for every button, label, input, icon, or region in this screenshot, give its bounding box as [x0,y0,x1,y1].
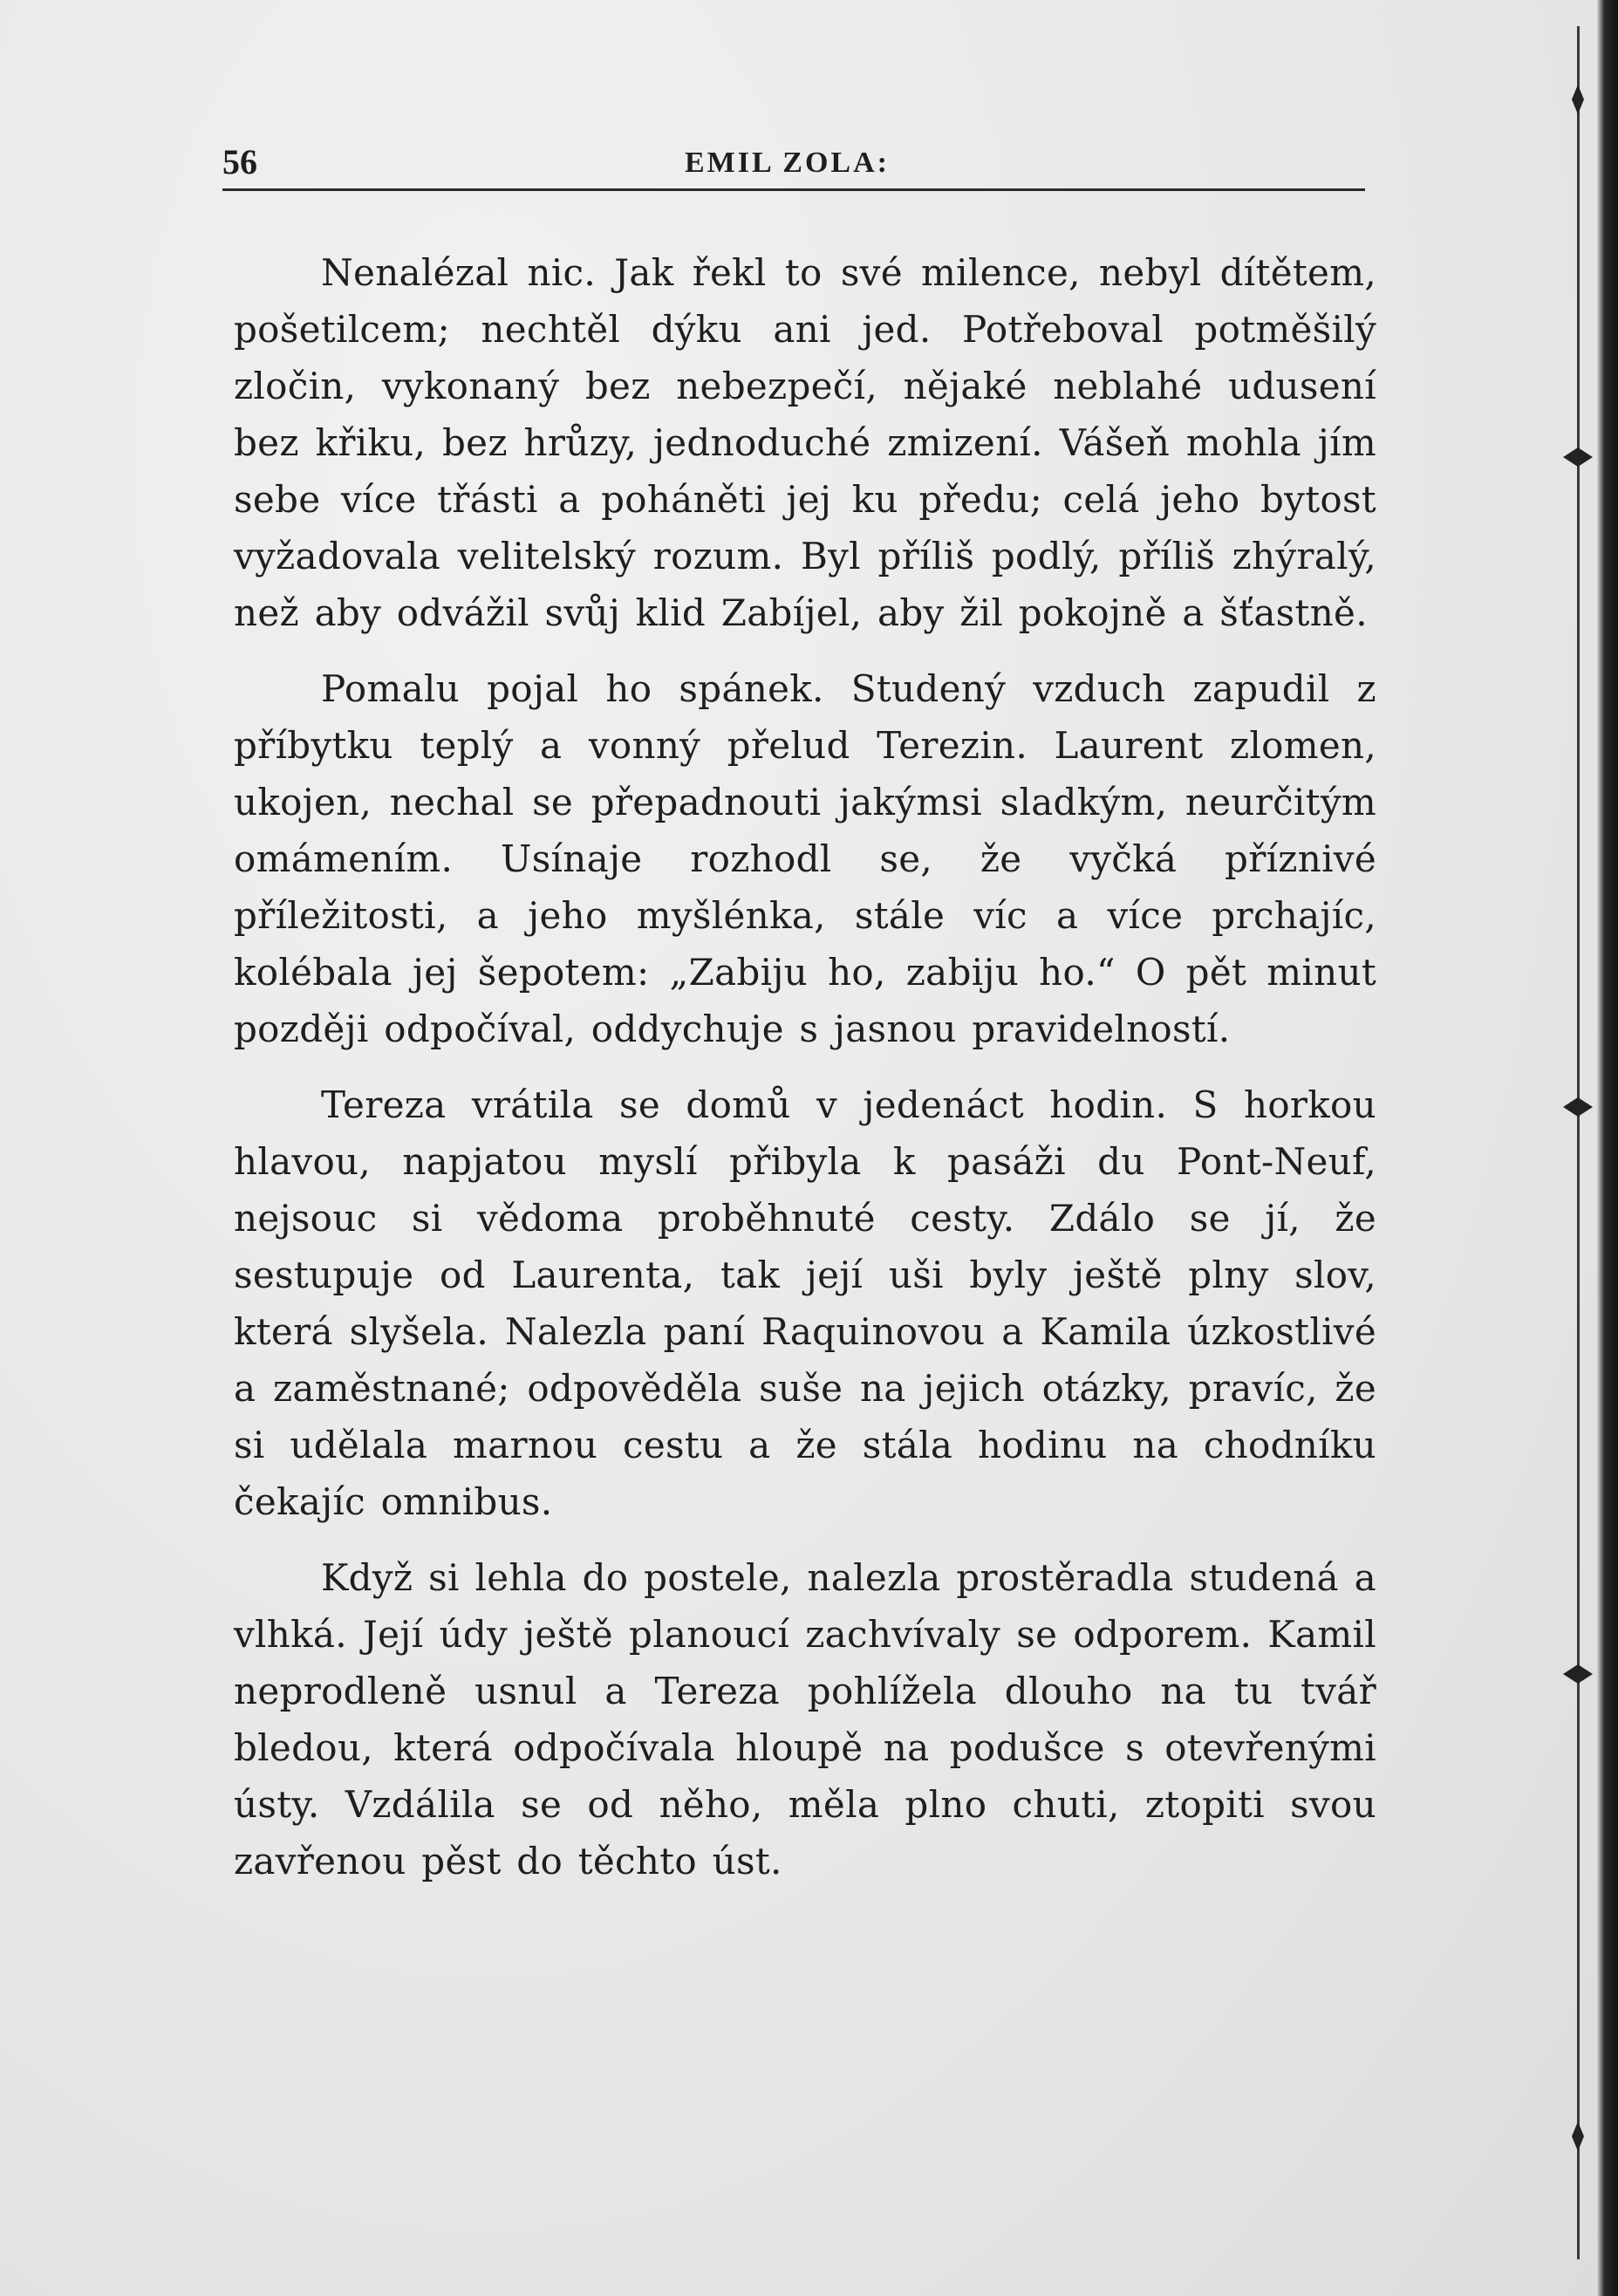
running-header [222,131,1365,191]
paragraph: Pomalu pojal ho spánek. Studený vzduch zapudil z příbytku teplý a vonný přelud Terezin. Laurent zlomen, ukojen, nechal se přepadnouti jakýmsi sladkým, neurčitým omámením. Usínaje rozhodl se, že vyčká příznivé příležitosti, a jeho myšlénka, stále víc a více prchajíc, kolébala jej šepotem: „Zabiju ho, zabiju ho.“ O pět minut později odpočíval, oddychuje s jasnou pravidelností. [234,667,1376,1050]
margin-ornament-icon [1561,1090,1594,1124]
body-text [234,244,1376,1909]
margin-ornament-icon [1561,2120,1594,2153]
paragraph: Nenalézal nic. Jak řekl to své milence, nebyl dítětem, pošetilcem; nechtěl dýku ani jed. Potřeboval potměšilý zločin, vykonaný bez nebezpečí, nějaké neblahé udusení bez křiku, bez hrůzy, jednoduché zmizení. Vášeň mohla jím sebe více třásti a poháněti jej ku předu; celá jeho bytost vyžadovala velitelský rozum. Byl příliš podlý, příliš zhýralý, než aby odvážil svůj klid Zabíjel, aby žil pokojně a šťastně. [234,251,1376,634]
book-spine-edge [1597,0,1618,2296]
paragraph: Tereza vrátila se domů v jedenáct hodin. S horkou hlavou, napjatou myslí přibyla k pasáži du Pont-Neuf, nejsouc si vědoma proběhnuté cesty. Zdálo se jí, že sestupuje od Laurenta, tak její uši byly ještě plny slov, která slyšela. Nalezla paní Raquinovou a Kamila úzkostlivé a zaměstnané; odpověděla suše na jejich otázky, pravíc, že si udělala marnou cestu a že stála hodinu na chodníku čekajíc omnibus. [234,1083,1376,1523]
margin-ornament-icon [1561,441,1594,474]
margin-ornament-icon [1561,1657,1594,1691]
paragraph: Když si lehla do postele, nalezla prostěradla studená a vlhká. Její údy ještě planoucí zachvívaly se odporem. Kamil neprodleně usnul a Tereza pohlížela dlouho na tu tvář bledou, která odpočívala hloupě na podušce s otevřenými ústy. Vzdálila se od něho, měla plno chuti, ztopiti svou zavřenou pěst do těchto úst. [234,1556,1376,1883]
page-number: 56 [222,142,257,181]
margin-ornament-icon [1561,83,1594,116]
running-title: EMIL ZOLA: [685,147,890,179]
margin-rule [1577,26,1580,2259]
